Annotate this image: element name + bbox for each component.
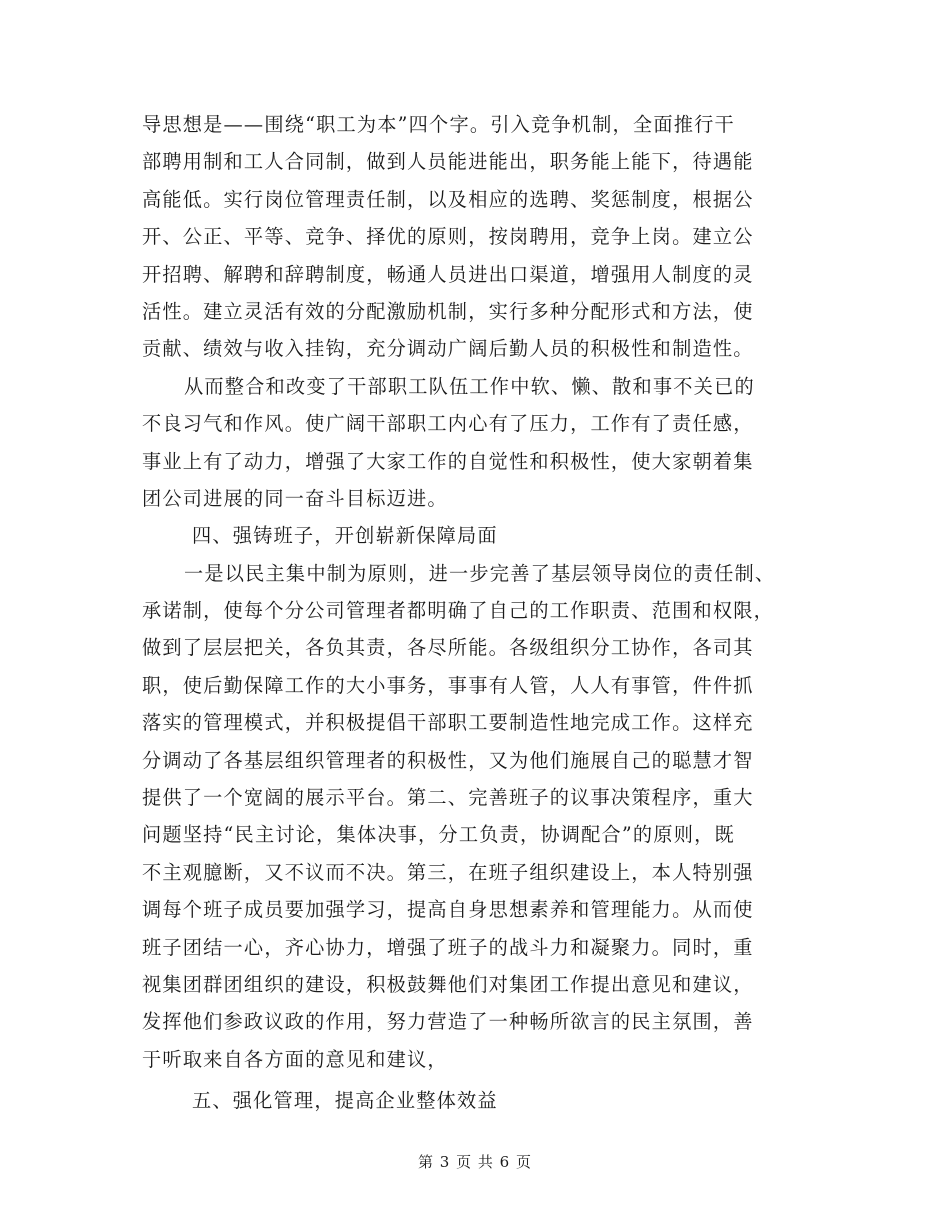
text-line: 职，使后勤保障工作的大小事务，事事有人管，人人有事管，件件抓 [142, 673, 754, 697]
text-line: 提供了一个宽阔的展示平台。第二、完善班子的议事决策程序，重大 [142, 786, 754, 810]
text-line: 分调动了各基层组织管理者的积极性，又为他们施展自己的聪慧才智 [142, 748, 754, 772]
document-body [142, 106, 822, 1120]
text-line: 调每个班子成员要加强学习，提高自身思想素养和管理能力。从而使 [142, 898, 754, 922]
text-line: 不主观臆断，又不议而不决。第三，在班子组织建设上，本人特别强 [142, 860, 754, 884]
text-line: 高能低。实行岗位管理责任制，以及相应的选聘、奖惩制度，根据公 [142, 187, 754, 211]
text-line: 贡献、绩效与收入挂钩，充分调动广阔后勤人员的积极性和制造性。 [142, 337, 754, 361]
paragraph-first-line: 一是以民主集中制为原则，进一步完善了基层领导岗位的责任制、 [184, 561, 776, 585]
section-heading-5: 五、强化管理，提高企业整体效益 [192, 1089, 498, 1113]
paragraph-first-line: 从而整合和改变了干部职工队伍工作中软、懒、散和事不关已的 [184, 374, 755, 398]
text-line: 发挥他们参政议政的作用，努力营造了一种畅所欲言的民主氛围，善 [142, 1010, 754, 1034]
text-line: 承诺制，使每个分公司管理者都明确了自己的工作职责、范围和权限， [142, 599, 775, 623]
text-line: 问题坚持“民主讨论，集体决事，分工负责，协调配合”的原则，既 [142, 823, 735, 847]
text-line: 不良习气和作风。使广阔干部职工内心有了压力，工作有了责任感， [142, 412, 754, 436]
text-line: 于听取来自各方面的意见和建议， [142, 1047, 448, 1071]
text-line: 落实的管理模式，并积极提倡干部职工要制造性地完成工作。这样充 [142, 711, 754, 735]
text-line: 开、公正、平等、竞争、择优的原则，按岗聘用，竞争上岗。建立公 [142, 225, 754, 249]
text-line: 事业上有了动力，增强了大家工作的自觉性和积极性，使大家朝着集 [142, 449, 754, 473]
section-heading-4: 四、强铸班子，开创崭新保障局面 [192, 524, 498, 548]
page-footer: 第 3 页 共 6 页 [418, 1153, 532, 1171]
text-line: 导思想是——围绕“职工为本”四个字。引入竞争机制，全面推行干 [142, 113, 735, 136]
text-line: 做到了层层把关，各负其责，各尽所能。各级组织分工协作，各司其 [142, 636, 754, 660]
text-line: 部聘用制和工人合同制，做到人员能进能出，职务能上能下，待遇能 [142, 150, 754, 174]
text-line: 活性。建立灵活有效的分配激励机制，实行多种分配形式和方法，使 [142, 299, 754, 323]
text-line: 开招聘、解聘和辞聘制度，畅通人员进出口渠道，增强用人制度的灵 [142, 262, 754, 286]
text-line: 班子团结一心，齐心协力，增强了班子的战斗力和凝聚力。同时，重 [142, 935, 754, 959]
text-line: 团公司进展的同一奋斗目标迈进。 [142, 486, 448, 510]
text-line: 视集团群团组织的建设，积极鼓舞他们对集团工作提出意见和建议， [142, 972, 754, 996]
